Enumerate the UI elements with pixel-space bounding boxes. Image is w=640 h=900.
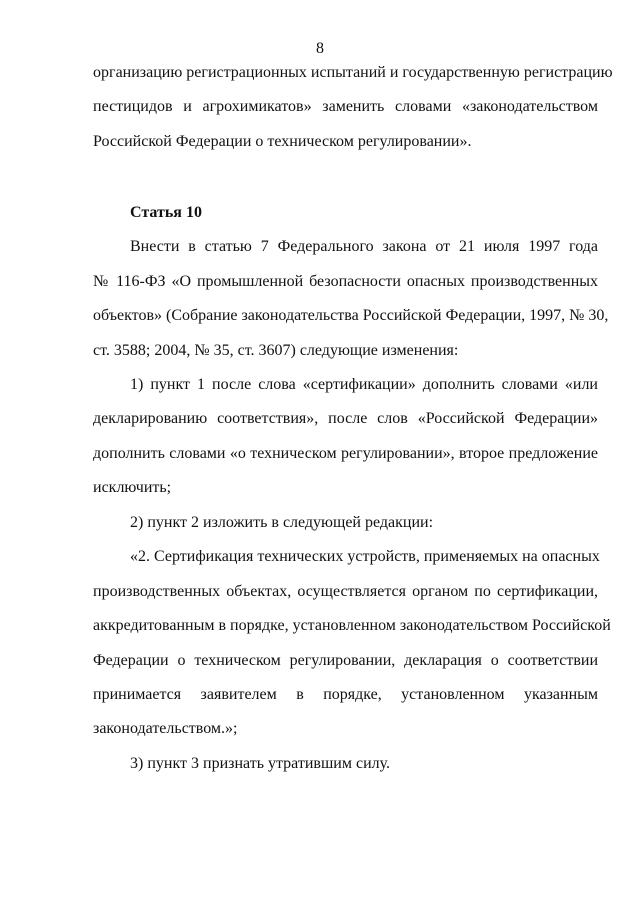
text-line: 3) пункт 3 признать утратившим силу. xyxy=(130,755,391,772)
text-line: декларированию соответствия», после слов «Российской Федерации» xyxy=(93,410,598,427)
text-line: Внести в статью 7 Федерального закона от 21 июля 1997 года xyxy=(130,238,598,255)
text-line: 2) пункт 2 изложить в следующей редакции: xyxy=(130,514,434,531)
text-line: исключить; xyxy=(93,479,172,496)
text-line: производственных объектах, осуществляется органом по сертификации, xyxy=(93,583,598,600)
text-line: объектов» (Собрание законодательства Российской Федерации, 1997, № 30, xyxy=(93,307,609,324)
article-heading: Статья 10 xyxy=(130,204,202,221)
text-line: принимается заявителем в порядке, установленном указанным xyxy=(93,686,598,703)
text-line: дополнить словами «о техническом регулировании», второе предложение xyxy=(93,445,598,462)
text-line: аккредитованным в порядке, установленном законодательством Российской xyxy=(93,617,611,634)
text-line: Российской Федерации о техническом регулировании». xyxy=(93,133,472,150)
text-line: 1) пункт 1 после слова «сертификации» дополнить словами «или xyxy=(130,376,598,393)
page-number: 8 xyxy=(316,40,324,57)
text-line: «2. Сертификация технических устройств, применяемых на опасных xyxy=(130,548,600,565)
text-line: пестицидов и агрохимикатов» заменить словами «законодательством xyxy=(93,98,598,115)
text-line: законодательством.»; xyxy=(93,720,238,737)
text-line: организацию регистрационных испытаний и государственную регистрацию xyxy=(93,64,613,81)
text-line: № 116-ФЗ «О промышленной безопасности опасных производственных xyxy=(93,273,598,290)
text-line: Федерации о техническом регулировании, декларация о соответствии xyxy=(93,652,598,669)
text-line: ст. 3588; 2004, № 35, ст. 3607) следующие изменения: xyxy=(93,342,459,359)
